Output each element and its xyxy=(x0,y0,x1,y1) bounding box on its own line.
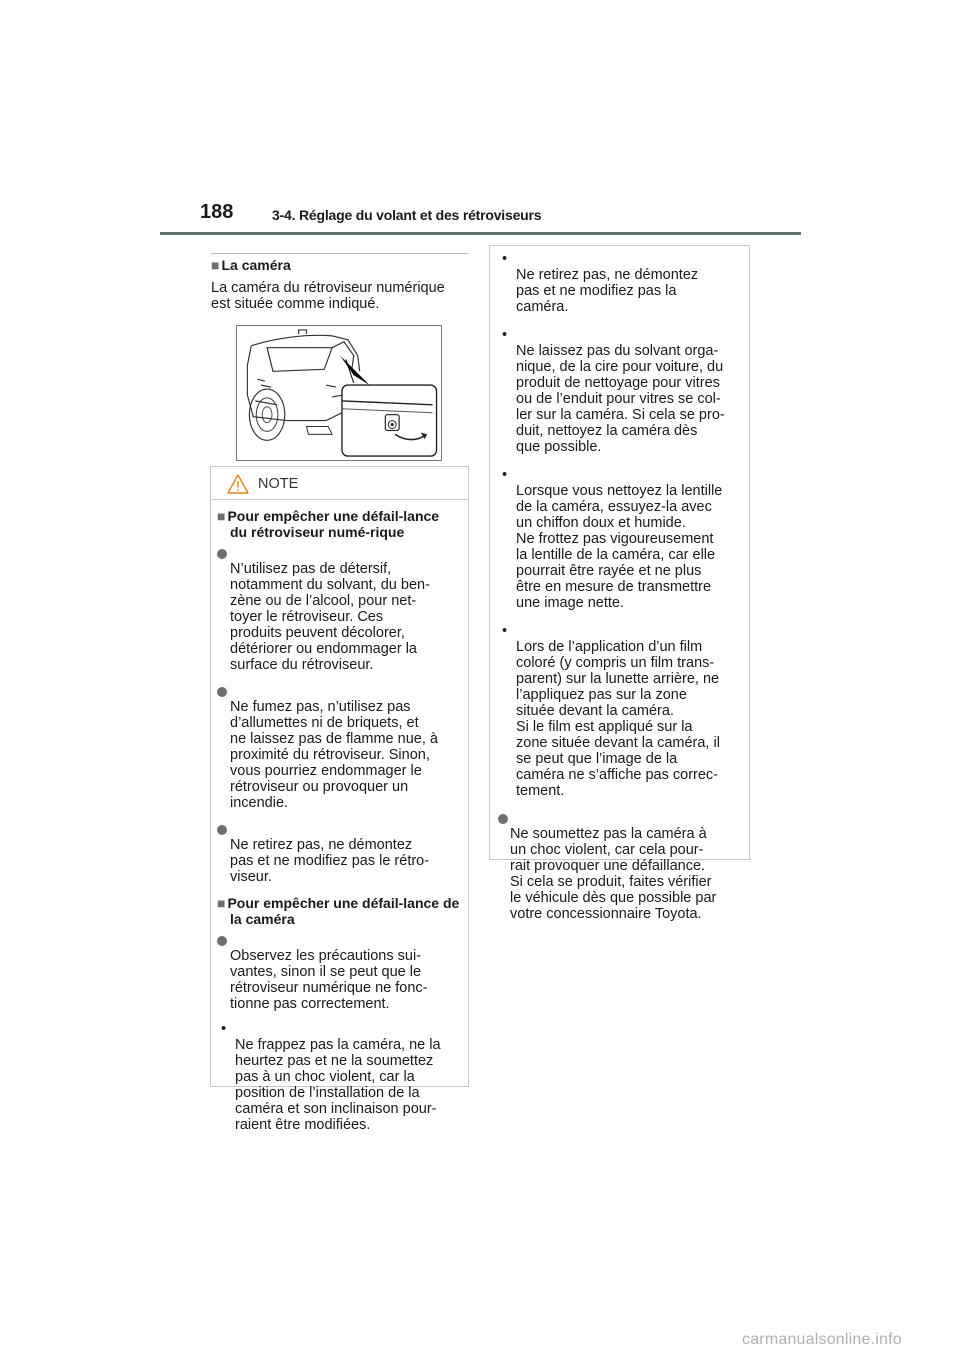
note-bullet-impact xyxy=(217,1021,460,1133)
note-heading-mirror xyxy=(217,508,460,540)
note-bullet-cleaning xyxy=(498,467,741,611)
camera-heading xyxy=(211,257,468,274)
note-point-precautions xyxy=(217,932,460,1012)
note-bullet-film xyxy=(498,623,741,799)
car-rear-camera-drawing xyxy=(237,326,441,460)
bullet-mark: • xyxy=(502,623,508,639)
note-continued-body xyxy=(490,246,749,922)
note-box xyxy=(210,466,469,1133)
note-box-continued xyxy=(489,245,750,922)
rear-camera-illustration xyxy=(236,325,442,461)
circle-bullet-icon xyxy=(217,936,227,946)
circle-bullet-icon xyxy=(217,687,227,697)
square-bullet-icon: ■ xyxy=(211,257,220,273)
note-bullet-no-remove xyxy=(498,251,741,315)
note-bullet-solvent xyxy=(498,327,741,455)
note-point-disassembly-text: Ne retirez pas, ne démontez pas et ne modifiez pas le rétro- viseur. xyxy=(230,837,430,885)
section-title: 3-4. Réglage du volant et des rétroviseurs xyxy=(272,207,542,223)
note-body xyxy=(211,500,468,1133)
note-point-shock-text: Ne soumettez pas la caméra à un choc violent, car cela pour- rait provoquer une défaillance. Si cela se produit, faites vérifier le véhicule dès que possible par votre concessionnaire Toyota. xyxy=(510,826,717,922)
heading-rule xyxy=(211,253,468,254)
note-point-precautions-text: Observez les précautions sui- vantes, sinon il se peut que le rétroviseur numérique ne fonc- tionne pas correctement. xyxy=(230,948,428,1012)
camera-heading-text: La caméra xyxy=(221,257,291,273)
header-rule xyxy=(160,232,801,235)
bullet-mark: • xyxy=(221,1021,227,1037)
circle-bullet-icon xyxy=(217,549,227,559)
intro-block xyxy=(211,257,468,312)
note-point-disassembly xyxy=(217,821,460,885)
note-heading-camera-text: Pour empêcher une défail-lance de la caméra xyxy=(227,895,460,927)
note-heading-camera xyxy=(217,895,460,927)
note-point-detergent-text: N’utilisez pas de détersif, notamment du solvant, du ben- zène ou de l’alcool, pour net- toyer le rétroviseur. Ces produits peuvent décolorer, détériorer ou endommager la surface du rétroviseur. xyxy=(230,561,430,673)
watermark: carmanualsonline.info xyxy=(742,1331,902,1348)
bullet-mark: • xyxy=(502,467,508,483)
camera-intro-text: La caméra du rétroviseur numérique est située comme indiqué. xyxy=(211,280,445,312)
circle-bullet-icon xyxy=(217,825,227,835)
note-point-shock xyxy=(498,810,741,922)
note-bullet-impact-text: Ne frappez pas la caméra, ne la heurtez pas et ne la soumettez pas à un choc violent, car la position de l’installation de la caméra et son inclinaison pour- raient être modifiées. xyxy=(235,1037,441,1133)
square-bullet-icon: ■ xyxy=(217,895,226,911)
note-point-smoking xyxy=(217,683,460,811)
page-number: 188 xyxy=(200,201,234,223)
square-bullet-icon: ■ xyxy=(217,508,226,524)
note-point-detergent xyxy=(217,545,460,673)
note-bullet-film-text: Lors de l’application d’un film coloré (y compris un film trans- parent) sur la lunette arrière, ne l’appliquez pas sur la zone située devant la caméra. Si le film est appliqué sur la zone située devant la caméra, il se peut que l’image de la caméra ne s’affiche pas correc- tement. xyxy=(516,639,720,799)
note-heading-mirror-text: Pour empêcher une défail-lance du rétroviseur numé-rique xyxy=(227,508,440,540)
note-bullet-no-remove-text: Ne retirez pas, ne démontez pas et ne modifiez pas la caméra. xyxy=(516,267,699,315)
warning-triangle-icon xyxy=(227,474,249,494)
note-bullet-solvent-text: Ne laissez pas du solvant orga- nique, de la cire pour voiture, du produit de nettoyage pour vitres ou de l’enduit pour vitres se col- ler sur la caméra. Si cela se pro- duit, nettoyez la caméra dès que possible. xyxy=(516,343,725,455)
note-label: NOTE xyxy=(258,476,299,492)
note-bullet-cleaning-text: Lorsque vous nettoyez la lentille de la caméra, essuyez-la avec un chiffon doux et humide. Ne frottez pas vigoureusement la lentille de la caméra, car elle pourrait être rayée et ne plus être en mesure de transmettre une image nette. xyxy=(516,483,723,611)
bullet-mark: • xyxy=(502,327,508,343)
note-header xyxy=(211,467,468,500)
circle-bullet-icon xyxy=(498,814,508,824)
note-point-smoking-text: Ne fumez pas, n’utilisez pas d’allumettes ni de briquets, et ne laissez pas de flamme nue, à proximité du rétroviseur. Sinon, vous pourriez endommager le rétroviseur ou provoquer un incendie. xyxy=(230,699,438,811)
bullet-mark: • xyxy=(502,251,508,267)
